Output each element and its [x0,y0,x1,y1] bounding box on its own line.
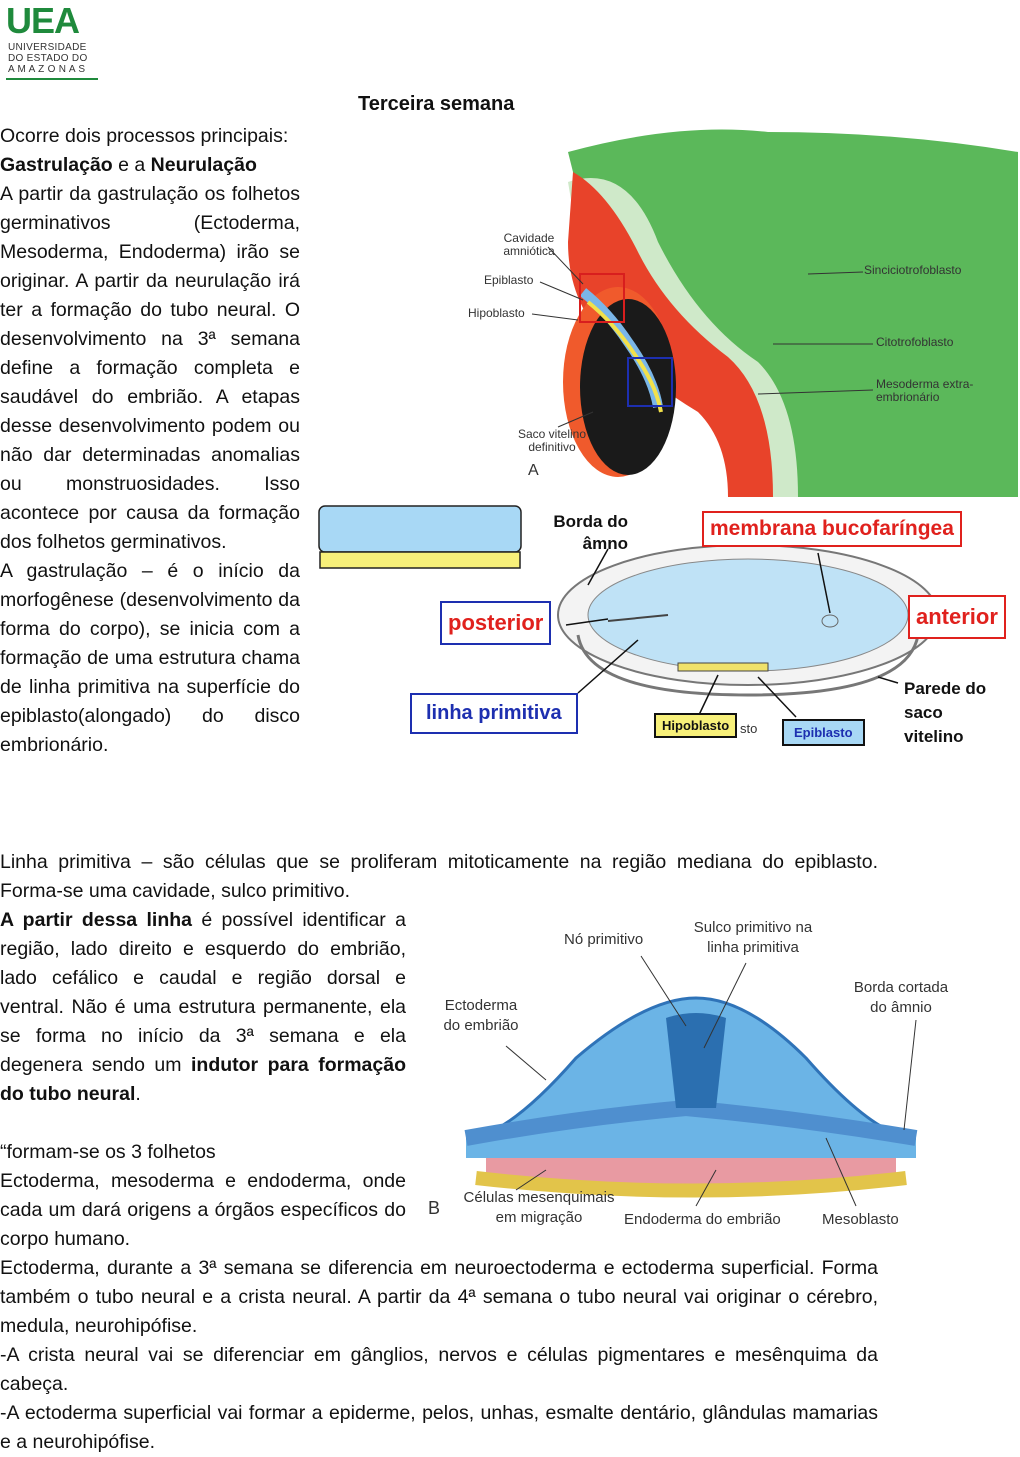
text-span: . [135,1083,141,1105]
label-borda-cortada-amnio: Borda cortada do âmnio [853,979,949,1016]
logo-underline [6,78,98,80]
label-sulco-primitivo: Sulco primitivo na linha primitiva [693,919,813,956]
paragraph: Ocorre dois processos principais: [0,125,289,147]
label-hipoblasto: Hipoblasto [468,306,525,320]
paragraph: Ectoderma, mesoderma e endoderma, onde cada um dará origens a órgãos específicos do corpo humano. [0,1170,406,1250]
logo-subtitle-line: UNIVERSIDADE [8,42,87,53]
paragraph: A gastrulação – é o início da morfogênese (desenvolvimento da forma do corpo), se inicia com a formação de uma estrutura chama de linha primitiva na superfície do epiblasto(alongado) do disco embrionário. [0,560,300,756]
label-borda-amnio: Borda do âmno [553,512,628,553]
label-epiblasto: Epiblasto [782,719,865,746]
figure-b [426,908,958,1234]
label-parede-saco-vitelino: Parede do saco vitelino [904,679,987,746]
paragraph: -A ectoderma superficial vai formar a epiderme, pelos, unhas, esmalte dentário, glândulas mamarias e a neurohipófise. [0,1402,878,1453]
intro-text [0,122,300,760]
bold-term: indutor para formação do tubo neural [0,1054,406,1105]
figure-letter: A [528,462,539,479]
page-title: Terceira semana [358,93,515,115]
label-ectoderma-embriao: Ectoderma do embrião [443,997,519,1034]
blank-line [0,1109,406,1138]
ectoderma-text [0,1254,878,1457]
paragraph: Ectoderma, durante a 3ª semana se diferencia em neuroectoderma e ectoderma superficial. Forma também o tubo neural e a crista neural. A partir da 4ª semana o tubo neural vai originar o cérebro, medula, neurohipófise. [0,1257,878,1337]
label-linha-primitiva: linha primitiva [410,693,578,734]
label-citotrofoblasto: Citotrofoblasto [876,335,954,349]
label-saco-vitelino: Saco vitelino definitivo [517,427,587,454]
logo-uea: UEA [6,0,80,41]
disc-illustration [318,505,522,571]
label-sinciciotrofoblasto: Sinciciotrofoblasto [864,263,962,277]
label-hipoblasto: Hipoblasto [654,713,737,738]
label-epiblasto: Epiblasto [484,273,534,287]
figure-embryonic-disc [426,505,1020,750]
label-membrana-bucofaringea: membrana bucofaríngea [702,511,962,547]
paragraph: “formam-se os 3 folhetos [0,1141,216,1163]
bold-term: Neurulação [150,154,257,176]
label-mesoblasto: Mesoblasto [822,1211,899,1228]
label-endoderma-embriao: Endoderma do embrião [624,1211,781,1228]
label-no-primitivo: Nó primitivo [564,931,644,948]
label-posterior: posterior [440,601,551,645]
logo-subtitle-line: DO ESTADO DO [8,53,88,64]
paragraph: -A crista neural vai se diferenciar em gânglios, nervos e células pigmentares e mesênquima da cabeça. [0,1344,878,1395]
label-cavidade: Cavidade amniótica [503,231,555,258]
figure-a [428,122,1020,497]
paragraph [0,906,406,1109]
logo-subtitle [8,42,88,75]
logo-subtitle-line: A M A Z O N A S [8,64,86,75]
bold-term: Gastrulação [0,154,113,176]
text-span: é possível identificar a região, lado direito e esquerdo do embrião, lado cefálico e caudal e região dorsal e ventral. Não é uma estrutura permanente, ela se forma no início da 3ª semana e ela degenera sendo um [0,909,406,1076]
disc-diagram [318,505,522,571]
label-mesoderma: Mesoderma extra-embrionário [876,377,974,404]
linha-primitiva-text [0,848,878,906]
figure-letter: B [428,1198,441,1218]
label-anterior: anterior [908,595,1006,639]
label-sto: sto [740,721,758,736]
text-span: e a [112,154,151,176]
bold-term: A partir dessa linha [0,909,192,931]
paragraph: Linha primitiva – são células que se proliferam mitoticamente na região mediana do epiblasto. Forma-se uma cavidade, sulco primitivo. [0,851,878,902]
label-celulas-mesenquimais: Células mesenquimais em migração [463,1189,615,1226]
paragraph: A partir da gastrulação os folhetos germinativos (Ectoderma, Mesoderma, Endoderma) irão se originar. A partir da neurulação irá ter a formação do tubo neural. O desenvolvimento na 3ª semana define a formação completa e saudável do embrião. A etapas desse desenvolvimento podem ou não dar determinadas anomalias ou monstruosidades. Isso acontece por causa da formação dos folhetos germinativos. [0,183,300,553]
paragraph [0,151,300,180]
folhetos-text [0,906,406,1254]
